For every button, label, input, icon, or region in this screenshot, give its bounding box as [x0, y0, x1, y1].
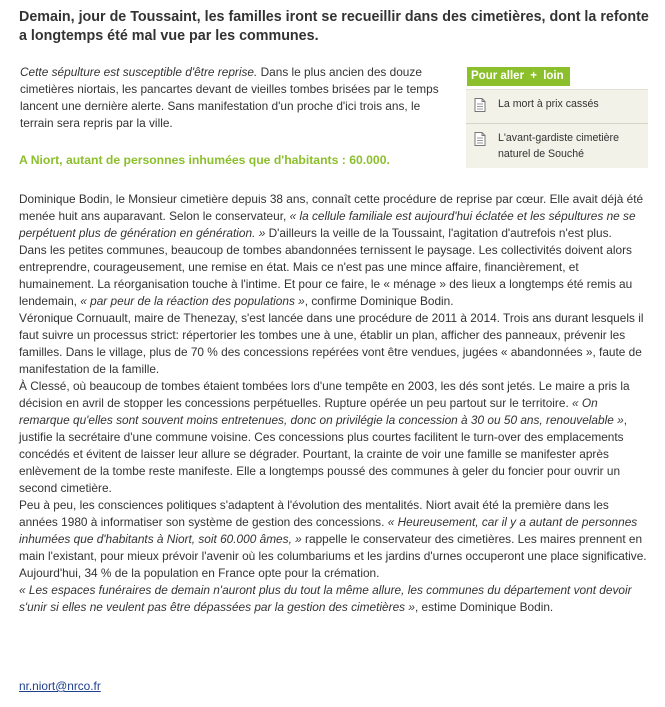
body-paragraph — [19, 378, 649, 497]
text-run: , estime Dominique Bodin. — [414, 600, 554, 614]
related-links-box — [466, 66, 648, 168]
body-paragraph — [19, 497, 649, 582]
related-link-label: L'avant-gardiste cimetière naturel de Souché — [498, 132, 619, 160]
body-paragraph: Véronique Cornuault, maire de Thenezay, s'est lancée dans une procédure de 2011 à 2014. Trois ans durant lesquels il faut suivre un processus strict: répertorier les tombes une à une, établir un plan, afficher des panneaux, prévenir les familles. Dans le village, plus de 70 % des concessions repérées vont être vendues, jugées « abandonnées », faute de manifestation de la famille. — [19, 311, 644, 376]
document-icon — [474, 98, 490, 117]
text-run: À Clessé, où beaucoup de tombes étaient tombées lors d'une tempête en 2003, les dés sont jetés. Le maire a pris la décision en avril de stopper les concessions perpétuelles. Rupture opérée un peu partout sur le territoire. — [19, 379, 630, 410]
related-title-suffix: loin — [543, 70, 564, 82]
subheading: A Niort, autant de personnes inhumées que d'habitants : 60.000. — [19, 153, 390, 167]
text-run: , justifie la secrétaire d'une commune voisine. Ces concessions plus courtes facilitent le turn-over des emplacements concédés et évitent de laisser leur allure se dégrader. Pourtant, la crainte de voir une famille se manifester après enlèvement de la tombe reste manifeste. Elle a longtemps poussé des communes à geler du foncier pour ouvrir un second cimetière. — [19, 413, 627, 495]
related-link-label: La mort à prix cassés — [498, 98, 599, 110]
quote: « On remarque qu'elles sont souvent moins entretenues, donc on privilégie la concession à 30 ou 50 ans, renouvelable » — [19, 396, 624, 427]
text-run: Dans les petites communes, beaucoup de tombes abandonnées ternissent le paysage. Les collectivités doivent alors entreprendre, courageusement, une remise en état. Mais ce n'est pas une mince affaire, financièrement, et humainement. La réorganisation touche à l'intime. Et pour ce faire, le « ménage » des lieux a longtemps été remis au lendemain, — [19, 243, 633, 308]
related-title-text: Pour aller — [471, 70, 525, 82]
quote: « Les espaces funéraires de demain n'auront plus du tout la même allure, les communes du département vont devoir s'unir si elles ne veulent pas être dépassées par la gestion des cimetières » — [19, 583, 632, 614]
quote: « par peur de la réaction des populations » — [80, 294, 305, 308]
text-run: Dominique Bodin, le Monsieur cimetière depuis 38 ans, connaît cette procédure de reprise par cœur. Elle avait déjà été menée huit ans auparavant. Selon le conservateur, — [19, 192, 644, 223]
text-run: , confirme Dominique Bodin. — [304, 294, 454, 308]
body-paragraph — [19, 191, 649, 242]
body-paragraph — [19, 242, 649, 310]
text-run: D'ailleurs la veille de la Toussaint, l'agitation d'autrefois n'est plus. — [265, 226, 612, 240]
document-icon — [474, 132, 490, 151]
related-link-item[interactable] — [466, 123, 648, 168]
related-link-item[interactable] — [466, 89, 648, 123]
text-run: Peu à peu, les consciences politiques s'adaptent à l'évolution des mentalités. Niort avait été la première dans les années 1980 à informatiser son système de gestion des concessions. — [19, 498, 609, 529]
email-link[interactable]: nr.niort@nrco.fr — [19, 679, 101, 693]
quote: « la cellule familiale est aujourd'hui éclatée et les sépultures ne se perpétuent plus de génération en génération. » — [19, 209, 636, 240]
plus-icon: + — [530, 70, 537, 82]
headline: Demain, jour de Toussaint, les familles iront se recueillir dans des cimetières, dont la refonte a longtemps été mal vue par les communes. — [19, 9, 649, 44]
body-paragraph — [19, 582, 649, 616]
article-header — [19, 8, 649, 46]
quote: « Heureusement, car il y a autant de personnes inhumées que d'habitants à Niort, soit 60.000 âmes, » — [19, 515, 638, 546]
intro-text: Dans le plus ancien des douze cimetières niortais, les pancartes devant de vieilles tombes brisées par le temps lancent une dernière alerte. Sans manifestation d'un proche d'ici trois ans, le terrain sera repris par la ville. — [20, 65, 439, 130]
related-links-list — [466, 89, 648, 168]
intro-paragraph — [20, 64, 450, 132]
text-run: rappelle le conservateur des cimetières. Les maires prennent en main l'existant, pour mieux prévoir l'avenir où les columbariums et les jardins d'urnes occuperont une place significative. Aujourd'hui, 34 % de la population en France opte pour la crémation. — [19, 532, 647, 580]
article-body — [19, 191, 649, 616]
related-links-title — [467, 67, 570, 86]
intro-lead: Cette sépulture est susceptible d'être reprise. — [20, 65, 258, 79]
